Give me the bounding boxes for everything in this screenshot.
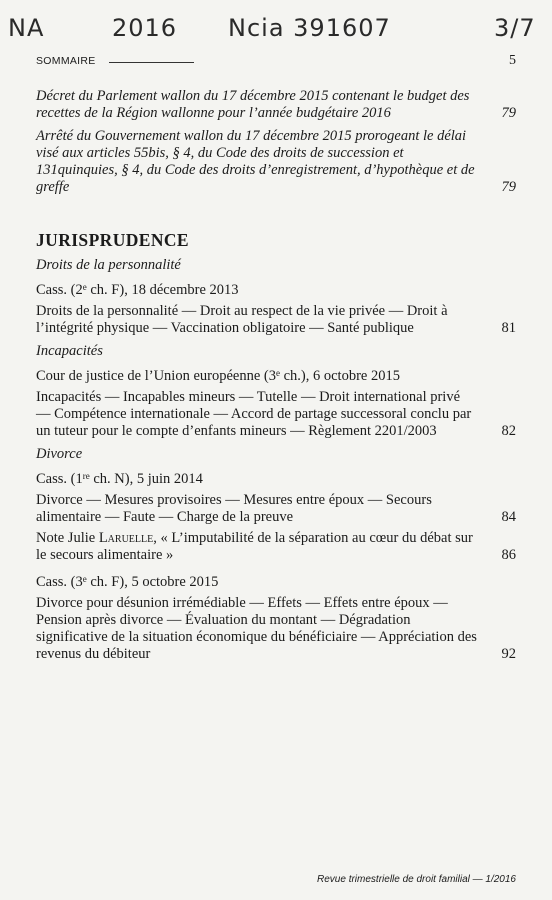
court-line: Cour de justice de l’Union européenne (3e ch.), 6 octobre 2015 xyxy=(36,368,400,384)
toc-entry-text: Arrêté du Gouvernement wallon du 17 décembre 2015 prorogeant le délai visé aux articles 55bis, § 4, du Code des droits de succession et 131quinquies, § 4, du Code des droits d’enregistrement, d’hypothèque et de greffe xyxy=(36,128,475,195)
header-rule xyxy=(109,62,194,63)
toc-entry-note[interactable]: Note Julie Laruelle, « L’imputabilité de la séparation au cœur du débat sur le secours alimentaire » 86 xyxy=(36,530,516,563)
court-line: Cass. (1re ch. N), 5 juin 2014 xyxy=(36,471,203,487)
toc-entry-page: 79 xyxy=(501,105,516,121)
toc-entry-page: 86 xyxy=(501,547,516,563)
toc-entry-page: 79 xyxy=(501,179,516,195)
handwritten-initials: NA xyxy=(8,14,45,42)
toc-entry-decret[interactable] xyxy=(36,88,516,122)
toc-entry-case[interactable] xyxy=(36,492,516,526)
case-summary: Droits de la personnalité — Droit au respect de la vie privée — Droit à l’intégrité physique — Vaccination obligatoire — Santé publique xyxy=(36,303,448,336)
toc-entry-page: 81 xyxy=(501,320,516,336)
toc-entry-page: 82 xyxy=(501,423,516,439)
toc-entry-case[interactable] xyxy=(36,303,516,337)
case-summary: Divorce — Mesures provisoires — Mesures entre époux — Secours alimentaire — Faute — Charge de la preuve xyxy=(36,492,432,525)
section-heading-jurisprudence: JURISPRUDENCE xyxy=(36,230,189,250)
toc-entry-page: 92 xyxy=(501,646,516,662)
header-title: SOMMAIRE xyxy=(36,55,96,67)
handwritten-annotation xyxy=(0,10,552,44)
page-footer: Revue trimestrielle de droit familial — 1/2016 xyxy=(317,874,516,885)
handwritten-code: Ncia 391607 xyxy=(228,14,391,42)
toc-entry-page: 84 xyxy=(501,509,516,525)
toc-entry-case[interactable] xyxy=(36,389,516,440)
subsection-title: Divorce xyxy=(36,446,83,462)
handwritten-year: 2016 xyxy=(112,14,178,42)
court-line: Cass. (2e ch. F), 18 décembre 2013 xyxy=(36,282,239,298)
table-of-contents xyxy=(36,88,516,663)
note-author: Laruelle xyxy=(98,530,154,546)
case-summary: Incapacités — Incapables mineurs — Tutelle — Droit international privé — Compétence internationale — Accord de partage successoral conclu par un tuteur pour le compte d’enfants mineurs — Règlement 2201/2003 xyxy=(36,389,472,439)
court-line: Cass. (3e ch. F), 5 octobre 2015 xyxy=(36,574,219,590)
header-page-number: 5 xyxy=(509,53,516,68)
toc-entry-case[interactable] xyxy=(36,595,516,663)
page-header xyxy=(36,55,516,71)
case-summary: Divorce pour désunion irrémédiable — Effets — Effets entre époux — Pension après divorce — Évaluation du montant — Dégradation significative de la situation économique du bénéficiaire — Appréciation des revenus du débiteur xyxy=(36,595,477,662)
subsection-title: Incapacités xyxy=(36,343,103,359)
subsection-title: Droits de la personnalité xyxy=(36,257,181,273)
toc-entry-text: Décret du Parlement wallon du 17 décembre 2015 contenant le budget des recettes de la Région wallonne pour l’année budgétaire 2016 xyxy=(36,88,470,121)
toc-entry-arrete[interactable] xyxy=(36,128,516,196)
handwritten-page-ref: 3/7 xyxy=(494,14,536,42)
